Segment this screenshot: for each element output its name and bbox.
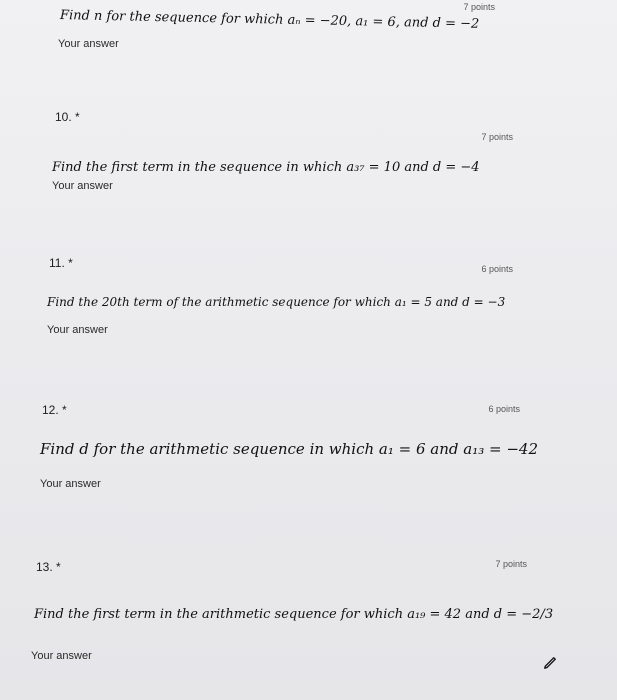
answer-label[interactable]: Your answer [47,324,108,336]
question-number: 11. * [49,256,73,270]
question-10-block [0,94,617,234]
answer-label[interactable]: Your answer [58,38,119,50]
pencil-icon[interactable] [541,654,559,672]
answer-label[interactable]: Your answer [52,180,113,192]
question-number: 12. * [42,403,67,417]
points-label: 7 points [463,2,495,12]
answer-label[interactable]: Your answer [31,650,92,662]
question-prompt: Find the first term in the arithmetic sequence for which a₁₉ = 42 and d = −2/3 [34,607,554,622]
points-label: 6 points [481,264,513,274]
points-label: 7 points [495,559,527,569]
question-13-block [0,548,617,698]
question-number: 10. * [55,110,80,124]
question-number: 13. * [36,560,61,574]
question-9-block [0,0,617,84]
question-prompt: Find the first term in the sequence in which a₃₇ = 10 and d = −4 [52,160,480,175]
points-label: 6 points [488,404,520,414]
answer-label[interactable]: Your answer [40,478,101,490]
points-label: 7 points [481,132,513,142]
question-prompt: Find n for the sequence for which aₙ = −20, a₁ = 6, and d = −2 [59,8,480,32]
question-prompt: Find the 20th term of the arithmetic sequence for which a₁ = 5 and d = −3 [47,295,506,309]
question-prompt: Find d for the arithmetic sequence in which a₁ = 6 and a₁₃ = −42 [40,440,539,458]
question-11-block [0,240,617,380]
question-12-block [0,390,617,540]
